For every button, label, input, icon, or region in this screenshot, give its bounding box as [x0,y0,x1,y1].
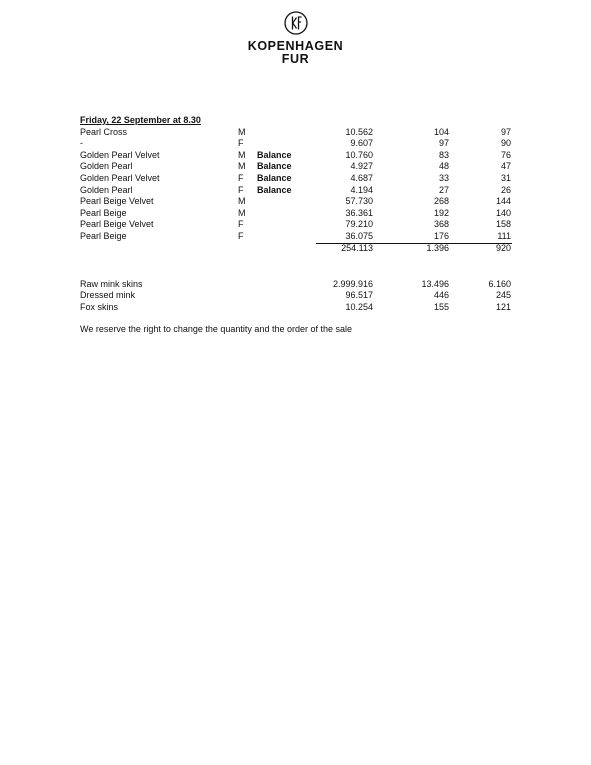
table-row [0,173,591,185]
cell-v2: 97 [438,138,449,149]
cell-v2: 268 [433,196,449,207]
cell-sex: M [238,161,246,172]
footer-note: We reserve the right to change the quantity and the order of the sale [80,324,353,334]
cell-v3: 111 [497,230,511,241]
table-row [0,161,591,173]
cell-sex: F [238,172,244,183]
brand-name-line2: FUR [281,52,310,66]
cell-v3: 47 [500,161,511,172]
cell-v1: 10.760 [345,149,373,160]
cell-name: Golden Pearl [80,161,133,172]
cell-v2: 48 [438,161,449,172]
cell-sex: F [238,219,244,230]
cell-name: - [80,138,83,149]
table-row [0,150,591,162]
table-row [0,302,591,314]
table-row [0,231,591,243]
cell-v1: 2.999.916 [332,278,373,289]
table-row [0,185,591,197]
cell-sex: F [238,138,244,149]
cell-v2: 446 [433,290,449,301]
cell-note: Balance [257,172,292,183]
table-row [0,138,591,150]
total-value-2: 1.396 [426,242,449,253]
table-row [0,279,591,291]
cell-name: Pearl Beige [80,207,127,218]
cell-name: Fox skins [80,301,119,312]
cell-name: Pearl Beige [80,230,127,241]
cell-v3: 76 [500,149,511,160]
cell-sex: M [238,126,246,137]
table-row [0,219,591,231]
cell-name: Pearl Cross [80,126,128,137]
cell-v2: 155 [433,301,449,312]
cell-sex: M [238,207,246,218]
cell-v3: 6.160 [488,278,511,289]
table-row [0,208,591,220]
table-row [0,290,591,302]
cell-name: Pearl Beige Velvet [80,219,154,230]
cell-note: Balance [257,149,292,160]
cell-v2: 368 [433,219,449,230]
cell-v1: 36.075 [345,230,373,241]
cell-v3: 31 [500,172,511,183]
cell-v1: 36.361 [345,207,373,218]
cell-v2: 104 [433,126,449,137]
cell-v2: 27 [438,184,449,195]
total-row [0,243,591,255]
cell-v1: 4.194 [350,184,373,195]
table-row [0,196,591,208]
company-logo [0,11,591,66]
cell-name: Golden Pearl [80,184,133,195]
cell-name: Pearl Beige Velvet [80,196,154,207]
cell-v1: 96.517 [345,290,373,301]
brand-name-line1: KOPENHAGEN [247,39,344,53]
cell-v1: 4.927 [350,161,373,172]
total-value-3: 920 [495,242,511,253]
cell-note: Balance [257,184,292,195]
cell-sex: M [238,196,246,207]
cell-v3: 245 [495,290,511,301]
cell-sex: M [238,149,246,160]
cell-v2: 192 [433,207,449,218]
cell-v2: 83 [438,149,449,160]
cell-sex: F [238,184,244,195]
cell-v1: 4.687 [350,172,373,183]
cell-v3: 97 [500,126,511,137]
cell-v3: 140 [495,207,511,218]
cell-name: Golden Pearl Velvet [80,149,160,160]
cell-v2: 33 [438,172,449,183]
sale-date-heading: Friday, 22 September at 8.30 [80,115,201,125]
cell-v3: 144 [495,196,511,207]
cell-v2: 176 [433,230,449,241]
total-value-1: 254.113 [341,242,373,253]
cell-name: Dressed mink [80,290,136,301]
cell-v1: 10.254 [345,301,373,312]
cell-sex: F [238,230,244,241]
kf-monogram-icon [284,11,308,35]
cell-v1: 10.562 [345,126,373,137]
cell-v3: 158 [495,219,511,230]
table-row [0,127,591,139]
cell-v1: 9.607 [350,138,373,149]
cell-v3: 90 [500,138,511,149]
cell-name: Raw mink skins [80,278,143,289]
cell-v3: 121 [495,301,511,312]
cell-v1: 57.730 [345,196,373,207]
cell-v1: 79.210 [345,219,373,230]
cell-v3: 26 [500,184,511,195]
cell-note: Balance [257,161,292,172]
cell-name: Golden Pearl Velvet [80,172,160,183]
cell-v2: 13.496 [421,278,449,289]
